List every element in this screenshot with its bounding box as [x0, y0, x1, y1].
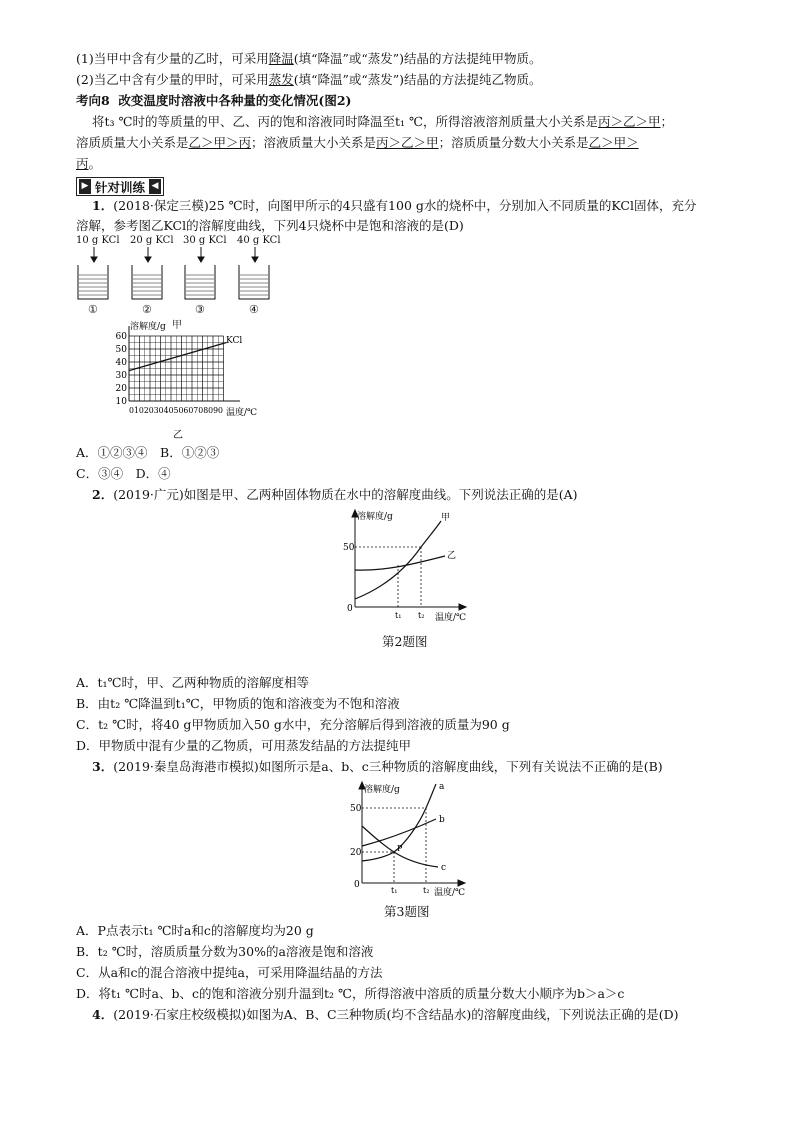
series-label-jia: 甲	[441, 513, 451, 523]
x-axis-label: 温度/℃	[435, 613, 467, 623]
x-axis-label: 温度/℃	[226, 408, 258, 418]
y-tick: 50	[115, 345, 127, 355]
figure-label-jia: 甲	[172, 320, 182, 331]
text: (2)当乙中含有少量的甲时，可采用	[76, 72, 269, 87]
line-4	[92, 113, 673, 131]
chart-q2	[335, 507, 485, 623]
q4-stem	[92, 1006, 679, 1024]
t1-label: t₁	[395, 611, 402, 620]
practice-tag	[76, 177, 164, 196]
series-label-yi: 乙	[447, 551, 457, 561]
text: 。	[88, 156, 102, 171]
option-text: C．从a和c的混合溶液中提纯a，可采用降温结晶的方法	[76, 965, 383, 980]
q3-option-d	[76, 985, 624, 1003]
text: (2019·秦皇岛海港市模拟)如图所示是a、b、c三种物质的溶解度曲线，下列有关说法不正确的是(B)	[113, 759, 663, 774]
question-number: 4．	[92, 1007, 114, 1022]
text: (填“降温”或“蒸发”)结晶的方法提纯乙物质。	[293, 72, 542, 87]
series-label-b: b	[439, 815, 445, 825]
q1-options-1	[76, 444, 219, 462]
q2-stem	[92, 486, 578, 504]
x-ticks: 0102030405060708090	[129, 406, 223, 416]
q2-option-b	[76, 695, 400, 713]
line-1	[76, 50, 542, 68]
answer-blank: 乙＞甲＞	[588, 135, 639, 150]
section-number: 考向8	[76, 93, 110, 108]
y-tick: 30	[115, 371, 127, 381]
chart-q3-svg	[344, 779, 484, 899]
y-tick: 60	[115, 332, 127, 342]
question-number: 1．	[92, 198, 114, 213]
beaker-label: 10 g KCl	[76, 235, 120, 246]
curve-b	[362, 819, 436, 846]
kcl-chart-svg	[110, 316, 280, 442]
answer-blank: 乙＞甲＞丙	[188, 135, 252, 150]
option-text: D．将t₁ ℃时a、b、c的饱和溶液分别升温到t₂ ℃，所得溶液中溶质的质量分数大小顺序为b＞a＞c	[76, 986, 625, 1001]
triangle-right-icon: ▶	[79, 179, 91, 194]
line-6	[76, 155, 101, 173]
origin-label: 0	[347, 604, 353, 614]
q2-option-d	[76, 737, 411, 755]
text: (2019·石家庄校级模拟)如图为A、B、C三种物质(均不含结晶水)的溶解度曲线，下列说法正确的是(D)	[113, 1007, 679, 1022]
beaker-number: ④	[249, 303, 259, 316]
beaker-3	[185, 247, 215, 299]
text: 溶质质量大小关系是	[76, 135, 189, 150]
beaker-number: ①	[88, 303, 98, 316]
option-text: D．甲物质中混有少量的乙物质，可用蒸发结晶的方法提纯甲	[76, 738, 412, 753]
figure-label-yi: 乙	[173, 430, 183, 441]
t2-label: t₂	[423, 886, 430, 895]
t1-label: t₁	[391, 886, 398, 895]
x-arrow-icon	[459, 604, 466, 610]
text: 将t₃ ℃时的等质量的甲、乙、丙的饱和溶液同时降温至t₁ ℃，所得溶液溶剂质量大小关系是	[92, 114, 598, 129]
series-label: KCl	[226, 336, 243, 346]
option-text: B．t₂ ℃时，溶质质量分数为30%的a溶液是饱和溶液	[76, 944, 374, 959]
option-text: B．由t₂ ℃降温到t₁℃，甲物质的饱和溶液变为不饱和溶液	[76, 696, 400, 711]
origin-label: 0	[354, 880, 360, 890]
beaker-1	[78, 247, 108, 299]
kcl-chart	[110, 316, 280, 442]
text: ；溶质质量分数大小关系是	[438, 135, 589, 150]
option-text: C．③④ D．④	[76, 466, 171, 481]
answer-blank: 蒸发	[268, 72, 294, 87]
beaker-label: 40 g KCl	[237, 235, 281, 246]
text: (填“降温”或“蒸发”)结晶的方法提纯甲物质。	[293, 51, 542, 66]
section-title: 改变温度时溶液中各种量的变化情况(图2)	[118, 93, 352, 108]
q1-line-1	[92, 197, 696, 215]
practice-tag-label: 针对训练	[95, 179, 146, 195]
q3-option-b	[76, 943, 373, 961]
text: ；溶液质量大小关系是	[251, 135, 377, 150]
text: (1)当甲中含有少量的乙时，可采用	[76, 51, 269, 66]
beakers-figure	[72, 235, 287, 320]
y-tick: 10	[115, 397, 127, 407]
kcl-series-line	[129, 342, 227, 370]
q2-option-c	[76, 716, 510, 734]
answer-blank: 降温	[268, 51, 294, 66]
chart-q3	[344, 779, 484, 899]
text: (2018·保定三模)25 ℃时，向图甲所示的4只盛有100 g水的烧杯中，分别加入不同质量的KCl固体，充分	[113, 198, 697, 213]
q2-option-a	[76, 674, 309, 692]
triangle-left-icon: ◀	[149, 179, 161, 194]
text: ；	[660, 114, 674, 129]
beaker-number: ③	[195, 303, 205, 316]
series-label-a: a	[439, 782, 445, 792]
series-label-c: c	[441, 863, 447, 873]
line-5	[76, 134, 639, 152]
beaker-label: 30 g KCl	[183, 235, 227, 246]
beaker-2	[132, 247, 162, 299]
section-heading	[76, 92, 351, 110]
answer-blank: 丙＞乙＞甲	[597, 114, 661, 129]
x-axis-label: 温度/℃	[434, 888, 466, 898]
line-2	[76, 71, 542, 89]
q3-option-c	[76, 964, 382, 982]
y-tick: 50	[343, 543, 355, 553]
x-arrow-icon	[458, 880, 465, 886]
point-p-label: P	[397, 844, 403, 853]
q1-options-2	[76, 465, 171, 483]
answer-blank: 丙	[76, 156, 89, 171]
answer-blank: 丙＞乙＞甲	[376, 135, 439, 150]
question-number: 2．	[92, 487, 114, 502]
y-tick: 20	[350, 848, 362, 858]
y-axis-label: 溶解度/g	[357, 512, 393, 522]
y-tick: 50	[350, 804, 362, 814]
t2-label: t₂	[418, 611, 425, 620]
y-tick: 20	[115, 384, 127, 394]
beaker-number: ②	[142, 303, 152, 316]
option-text: A．①②③④ B．①②③	[76, 445, 220, 460]
text: (2019·广元)如图是甲、乙两种固体物质在水中的溶解度曲线。下列说法正确的是(A)	[113, 487, 578, 502]
beaker-4	[239, 247, 269, 299]
figure-caption: 第3题图	[384, 904, 430, 919]
y-tick: 40	[115, 358, 127, 368]
option-text: A．P点表示t₁ ℃时a和c的溶解度均为20 g	[76, 923, 314, 938]
y-axis-label: 溶解度/g	[130, 322, 166, 332]
option-text: C．t₂ ℃时，将40 g甲物质加入50 g水中，充分溶解后得到溶液的质量为90 g	[76, 717, 510, 732]
text: 溶解，参考图乙KCl的溶解度曲线，下列4只烧杯中是饱和溶液的是(D)	[76, 218, 464, 233]
q3-stem	[92, 758, 663, 776]
question-number: 3．	[92, 759, 114, 774]
curve-yi	[355, 556, 445, 570]
beaker-label: 20 g KCl	[130, 235, 174, 246]
q3-option-a	[76, 922, 314, 940]
y-axis-label: 溶解度/g	[364, 785, 400, 795]
option-text: A．t₁℃时，甲、乙两种物质的溶解度相等	[76, 675, 310, 690]
q1-line-2	[76, 217, 464, 235]
chart-q2-svg	[335, 507, 485, 623]
figure-caption: 第2题图	[382, 634, 428, 649]
